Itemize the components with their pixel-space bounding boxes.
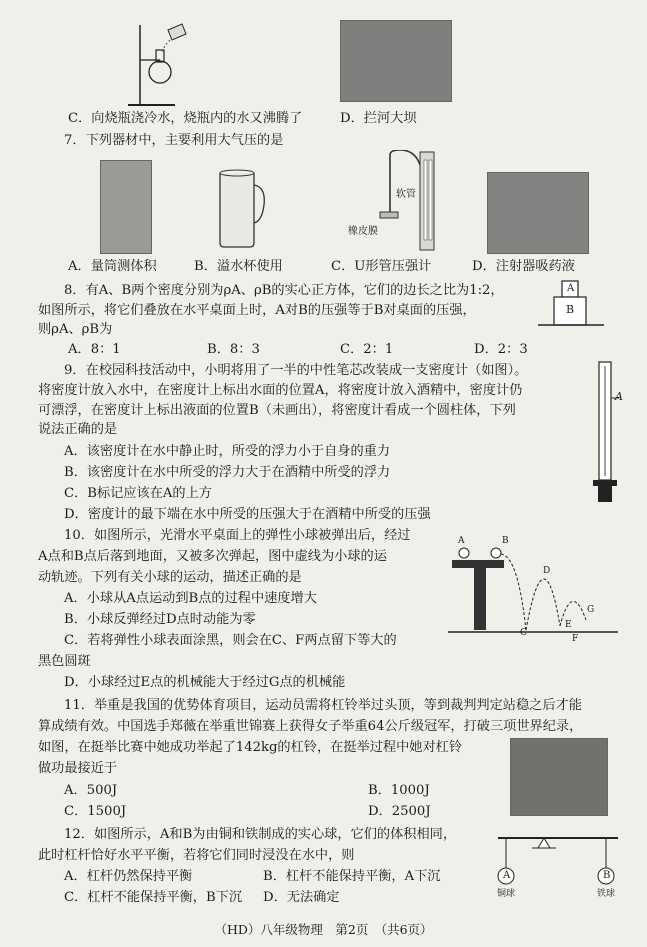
q8-option-a: A．8：1 xyxy=(68,342,121,357)
q10-line1: 10．如图所示，光滑水平桌面上的弹性小球被弹出后，经过 xyxy=(64,528,411,543)
q8-option-b: B．8：3 xyxy=(207,342,260,357)
q12-option-c: C．杠杆不能保持平衡，B下沉 xyxy=(64,890,243,905)
q10-option-c1: C．若将弹性小球表面涂黑，则会在C、F两点留下等大的 xyxy=(64,633,397,648)
lever-figure xyxy=(492,824,624,894)
label-tube: 软管 xyxy=(396,189,416,200)
q11-option-d: D．2500J xyxy=(368,804,431,819)
point-f: F xyxy=(572,634,579,644)
q12-line2: 此时杠杆恰好水平平衡，若将它们同时浸没在水中，则 xyxy=(38,848,355,863)
point-d: D xyxy=(543,566,551,576)
q12-option-d: D．无法确定 xyxy=(263,890,340,905)
q9-line2: 将密度计放入水中，在密度计上标出水面的位置A，将密度计放入酒精中，密度计仍 xyxy=(38,383,523,398)
q7-option-b: B．溢水杯使用 xyxy=(194,259,283,274)
q10-option-a: A．小球从A点运动到B点的过程中速度增大 xyxy=(64,591,317,606)
q9-option-b: B．该密度计在水中所受的浮力大于在酒精中所受的浮力 xyxy=(64,465,391,480)
point-e: E xyxy=(565,620,572,630)
point-c: C xyxy=(520,628,527,638)
ball-a-label: A xyxy=(503,870,511,881)
dam-photo xyxy=(340,20,452,102)
q11-line3: 如图，在挺举比赛中她成功举起了142kg的杠铃，在挺举过程中她对杠铃 xyxy=(38,740,463,755)
q9-line3: 可漂浮，在密度计上标出液面的位置B（未画出），将密度计看成一个圆柱体，下列 xyxy=(38,403,516,418)
ball-b-label: B xyxy=(603,870,611,881)
bouncing-ball-figure xyxy=(448,540,618,640)
q10-option-c2: 黑色圆斑 xyxy=(38,654,91,669)
point-a: A xyxy=(458,536,465,546)
syringe-photo xyxy=(487,172,589,254)
q7-option-c: C．U形管压强计 xyxy=(331,259,432,274)
overflow-cup-figure xyxy=(210,165,270,250)
q12-option-a: A．杠杆仍然保持平衡 xyxy=(64,869,193,884)
cube-a-label: A xyxy=(567,283,575,294)
label-membrane: 橡皮膜 xyxy=(348,226,378,237)
q11-option-b: B．1000J xyxy=(368,783,430,798)
q9-line4: 说法正确的是 xyxy=(38,422,118,437)
cube-b-label: B xyxy=(566,303,575,316)
q10-option-b: B．小球反弹经过D点时动能为零 xyxy=(64,612,256,627)
q11-line4: 做功最接近于 xyxy=(38,761,118,776)
point-b: B xyxy=(502,536,509,546)
q6-option-d: D．拦河大坝 xyxy=(340,111,417,126)
q10-line2: A点和B点后落到地面，又被多次弹起，图中虚线为小球的运 xyxy=(38,549,387,564)
q9-option-d: D．密度计的最下端在水中所受的压强大于在酒精中所受的压强 xyxy=(64,507,431,522)
q8-line2: 如图所示，将它们叠放在水平桌面上时，A对B的压强等于B对桌面的压强， xyxy=(38,303,476,318)
q7-option-d: D．注射器吸药液 xyxy=(472,259,575,274)
q8-line1: 8．有A、B两个密度分别为ρA、ρB的实心正方体，它们的边长之比为1:2， xyxy=(64,283,504,298)
q11-line1: 11．举重是我国的优势体育项目，运动员需将杠铃举过头顶，等到裁判判定站稳之后才能 xyxy=(64,698,582,713)
q6-option-c: C．向烧瓶浇冷水，烧瓶内的水又沸腾了 xyxy=(68,111,303,126)
copper-ball-label: 铜球 xyxy=(497,889,516,899)
q9-option-a: A．该密度计在水中静止时，所受的浮力小于自身的重力 xyxy=(64,444,391,459)
weightlifter-photo xyxy=(510,738,608,816)
q12-option-b: B．杠杆不能保持平衡，A下沉 xyxy=(263,869,441,884)
iron-ball-label: 铁球 xyxy=(597,889,616,899)
q11-line2: 算成绩有效。中国选手郑薇在举重世锦赛上获得女子举重64公斤级冠军，打破三项世界纪录， xyxy=(38,719,583,734)
q7-stem: 7．下列器材中，主要利用大气压的是 xyxy=(64,133,284,148)
q8-line3: 则ρA、ρB为 xyxy=(38,322,113,337)
flask-pouring-figure xyxy=(120,20,190,110)
hydrometer-a-label: A xyxy=(615,390,623,403)
hydrometer-figure xyxy=(585,360,625,510)
point-g: G xyxy=(587,605,595,615)
q7-option-a: A．量筒测体积 xyxy=(68,259,157,274)
q11-option-c: C．1500J xyxy=(64,804,127,819)
page-footer: （HD）八年级物理 第2页 （共6页） xyxy=(214,922,433,937)
q12-line1: 12．如图所示，A和B为由铜和铁制成的实心球，它们的体积相同， xyxy=(64,827,457,842)
measuring-cylinder-photo xyxy=(100,160,152,254)
q10-option-d: D．小球经过E点的机械能大于经过G点的机械能 xyxy=(64,675,346,690)
u-tube-manometer-figure xyxy=(360,150,450,255)
q9-line1: 9．在校园科技活动中，小明将用了一半的中性笔芯改装成一支密度计（如图）。 xyxy=(64,363,528,378)
q8-option-c: C．2：1 xyxy=(340,342,394,357)
q8-option-d: D．2：3 xyxy=(474,342,528,357)
q9-option-c: C．B标记应该在A的上方 xyxy=(64,486,212,501)
q10-line3: 动轨迹。下列有关小球的运动，描述正确的是 xyxy=(38,570,302,585)
q11-option-a: A．500J xyxy=(64,783,118,798)
